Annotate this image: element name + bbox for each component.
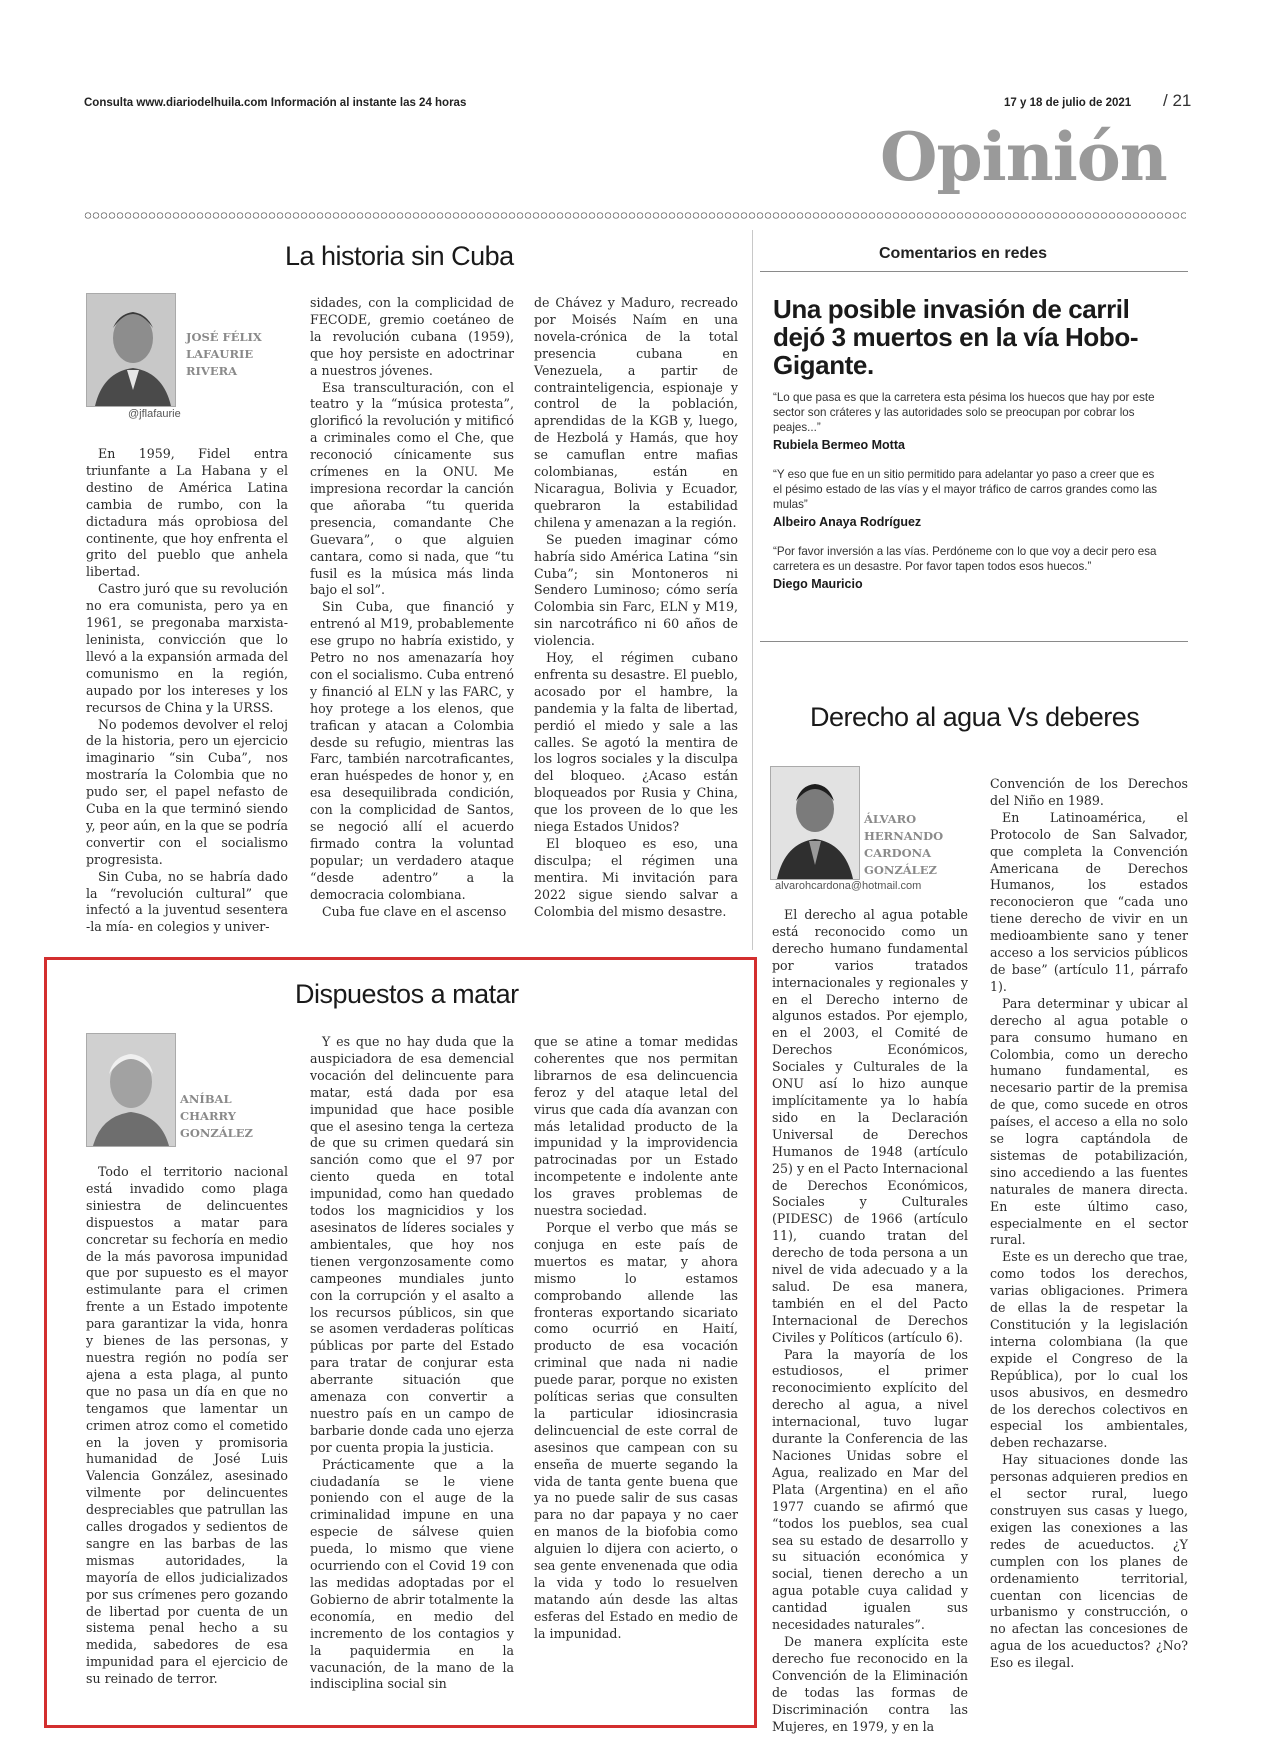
author-portrait-image bbox=[771, 767, 859, 879]
site-tagline: Consulta www.diariodelhuila.com Información al instante las 24 horas bbox=[84, 97, 467, 109]
paragraph: Hay situaciones donde las personas adquieren predios en el sector rural, luego construyen sus casas y luego, exigen las conexiones a las redes de acueductos. ¿Y cumplen con los planes de ordenamiento territorial, cuentan con licencias de urbanismo y construcción, o no afectan las concesiones de agua de los acueductos? ¿No? Eso es ilegal. bbox=[990, 1452, 1188, 1671]
paragraph: Castro juró que su revolución no era comunista, pero ya en 1961, se pregonaba marxista-leninista, convicción que lo llevó a la expansión armada del comunismo en la región, aupado por los intereses y los recursos de China y la URSS. bbox=[86, 581, 288, 715]
paragraph: El derecho al agua potable está reconocido como un derecho humano fundamental por varios tratados internacionales y regionales y en el Derecho interno de algunos estados. Por ejemplo, en el 2003, el Comité de Derechos Económicos, Sociales y Culturales de la ONU así lo hizo aunque implícitamente ya lo había sido en la Declaración Universal de Derechos Humanos de 1948 (artículo 25) y en el Pacto Internacional de Derechos Económicos, Sociales y Culturales (PIDESC) de 1966 (artículo 11), cuando tratan del derecho de toda persona a un nivel de vida adecuado y a la salud. De esa manera, también en el del Pacto Internacional de Derechos Civiles y Políticos (artículo 6). bbox=[772, 907, 968, 1345]
paragraph: Hoy, el régimen cubano enfrenta su desastre. El pueblo, acosado por el hambre, la pandemia y la falta de libertad, perdió el miedo y sale a las calles. Se agotó la mentira de los logros sociales y la disculpa del bloqueo. ¿Acaso están bloqueados por Rusia y China, que los proveen de lo que les niega Estados Unidos? bbox=[534, 650, 738, 835]
section-title: Opinión bbox=[880, 118, 1167, 196]
paragraph: Todo el territorio nacional está invadido como plaga siniestra de delincuentes dispuestos a matar para concretar su fechoría en medio de la más pavorosa impunidad que por supuesto es el mayor estimulante para el crimen frente a un Estado impotente para garantizar la vida, honra y bienes de las personas, y nuestra región no podía ser ajena a esta plaga, al punto que no pasa un día en que no tengamos que lamentar un crimen atroz como el cometido en la joven y promisoria humanidad de José Luis Valencia González, asesinado vilmente por delincuentes despreciables que patrullan las calles drogados y sedientos de sangre en las barbas de las mismas autoridades, la mayoría de ellos judicializados por sus crímenes pero gozando de libertad por cuenta de un sistema penal hecho a su medida, sabedores de esa impunidad para el ejercicio de su reinado de terror. bbox=[86, 1164, 288, 1687]
comment-item bbox=[773, 390, 1165, 452]
author-photo bbox=[86, 293, 176, 407]
comment-author: Albeiro Anaya Rodríguez bbox=[773, 515, 922, 529]
comment-item bbox=[773, 467, 1165, 529]
paragraph: Prácticamente que a la ciudadanía se le viene poniendo con el auge de la criminalidad impune en una especie de sálvese quien pueda, lo mismo que viene ocurriendo con el Covid 19 con las medidas adoptadas por el Gobierno de abrir totalmente la economía, en medio del incremento de los contagios y la paquidermia en la vacunación, de la mano de la indisciplina social sin bbox=[310, 1456, 514, 1692]
author-portrait-image bbox=[87, 294, 175, 406]
comment-author: Rubiela Bermeo Motta bbox=[773, 438, 905, 452]
author-photo bbox=[86, 1033, 176, 1147]
article-column-3 bbox=[534, 295, 738, 921]
paragraph: Porque el verbo que más se conjuga en este país de muertos es matar, y ahora mismo lo estamos comprobando allende las fronteras exportando sicariato como ocurrió en Haití, producto de esa vocación criminal que nada ni nadie puede parar, porque no existen políticas serias que consulten la particular idiosincrasia delincuencial de este corral de asesinos que campean con su enseña de muerte segando la vida de tanta gente buena que ya no puede salir de sus casas para no dar papaya y no caer en manos de la biofobia como alguien lo dijera con acierto, o sea gente envenenada que odia la vida y todo lo resuelven matando aún desde las altas esferas del Estado en medio de la impunidad. bbox=[534, 1219, 738, 1641]
comment-item bbox=[773, 544, 1165, 591]
paragraph: De manera explícita este derecho fue reconocido en la Convención de la Eliminación de todas las formas de Discriminación contra las Mujeres, en 1979, y en la bbox=[772, 1633, 968, 1734]
paragraph: Esa transculturación, con el teatro y la “música protesta”, glorificó la revolución y mitificó a criminales como el Che, que reconoció cínicamente sus crímenes en la ONU. Me impresiona recordar la canción que añoraba “tu querida presencia, comandante Che Guevara”, o que alguien cantara, como si nada, que “tu fusil es la música más linda bajo el sol”. bbox=[310, 379, 514, 598]
article-column-1 bbox=[772, 907, 968, 1735]
author-name: ANÍBAL CHARRY GONZÁLEZ bbox=[180, 1092, 253, 1140]
comment-list bbox=[773, 390, 1165, 591]
paragraph: En 1959, Fidel entra triunfante a La Habana y el destino de América Latina cambia de rumbo, con la dictadura más oprobiosa del continente, que hoy enfrenta el grito del pueblo que anhela libertad. bbox=[86, 446, 288, 580]
paragraph: Para determinar y ubicar al derecho al agua potable o para consumo humano en Colombia, como un derecho humano fundamental, es necesario partir de la premisa de que, como sucede en otros países, el acceso a ella no solo se logra captándola de sistemas de potabilización, sino accediendo a las fuentes naturales de manera directa. En este último caso, especialmente en el sector rural. bbox=[990, 995, 1188, 1248]
page-number: / 21 bbox=[1163, 91, 1192, 110]
paragraph: Para la mayoría de los estudiosos, el primer reconocimiento explícito del derecho al agua, a nivel internacional, tuvo lugar durante la Conferencia de las Naciones Unidas sobre el Agua, realizado en Mar del Plata (Argentina) en el año 1977 cuando se afirmó que “todos los pueblos, sea cual sea su estado de desarrollo y su situación económica y social, tienen derecho a un agua potable cuya calidad y cantidad igualen sus necesidades naturales”. bbox=[772, 1346, 968, 1633]
paragraph: Sin Cuba, que financió y entrenó al M19, probablemente ese grupo no habría existido, y Petro no nos amenazaría hoy con el socialismo. Cuba entrenó y financió al ELN y las FARC, y hoy protege a los elenos, que trafican y atacan a Colombia desde su refugio, mientras las Farc, también narcotraficantes, eran huéspedes de honor y, en esa desequilibrada condición, con la complicidad de Santos, se negoció allí el acuerdo firmado contra la voluntad popular; un verdadero ataque “desde adentro” a la democracia colombiana. bbox=[310, 599, 514, 902]
paragraph: Convención de los Derechos del Niño en 1989. bbox=[990, 776, 1188, 808]
article-column-3 bbox=[534, 1034, 738, 1643]
comments-top-rule bbox=[760, 271, 1188, 272]
comments-headline: Una posible invasión de carril dejó 3 muertos en la vía Hobo-Gigante. bbox=[773, 294, 1139, 380]
author-photo bbox=[770, 766, 860, 880]
column-divider bbox=[752, 230, 753, 950]
article-column-1 bbox=[86, 1164, 288, 1688]
comment-text: “Por favor inversión a las vías. Perdóneme con lo que voy a decir pero esa carretera es un desastre. Por favor tapen todos esos huecos.” bbox=[773, 545, 1157, 573]
comments-bottom-rule bbox=[760, 641, 1188, 642]
issue-date: 17 y 18 de julio de 2021 bbox=[1004, 97, 1132, 109]
author-portrait-image bbox=[87, 1034, 175, 1146]
paragraph: Este es un derecho que trae, como todos los derechos, varias obligaciones. Primera de ellas la de respetar la Constitución y la legislación interna colombiana (la que expide el Congreso de la República), por lo cual los usos abusivos, en desmedro de los derechos colectivos en especial los ambientales, deben rechazarse. bbox=[990, 1249, 1188, 1451]
author-handle: @jflafaurie bbox=[128, 408, 181, 420]
paragraph: Y es que no hay duda que la auspiciadora de esa demencial vocación del delincuente para matar, está dada por esa impunidad que hace posible que el asesino tenga la certeza de que su crimen quedará sin sanción como que el 97 por ciento queda en total impunidad, como han quedado todos los magnicidios y los asesinatos de líderes sociales y ambientales, que hoy nos tienen vergonzosamente como campeones mundiales junto con la corrupción y el asalto a los recursos públicos, sin que se asomen verdaderas políticas públicas por parte del Estado para tratar de conjurar esta aberrante situación que amenaza con convertir a nuestro país en un campo de barbarie donde cada uno ejerza por cuenta propia la justicia. bbox=[310, 1034, 514, 1455]
paragraph: Se pueden imaginar cómo habría sido América Latina “sin Cuba”; sin Montoneros ni Sendero Luminoso; cómo sería Colombia sin Farc, ELN y M19, sin narcotráfico ni 60 años de violencia. bbox=[534, 531, 738, 649]
article-column-1 bbox=[86, 446, 288, 936]
paragraph: Cuba fue clave en el ascenso bbox=[322, 903, 507, 919]
author-name: ÁLVARO HERNANDO CARDONA GONZÁLEZ bbox=[864, 812, 944, 877]
article-column-2 bbox=[990, 776, 1188, 1672]
comment-author: Diego Mauricio bbox=[773, 577, 863, 591]
article-title: Dispuestos a matar bbox=[295, 979, 519, 1009]
article-column-2 bbox=[310, 295, 514, 921]
article-title: La historia sin Cuba bbox=[285, 241, 514, 271]
comment-text: “Lo que pasa es que la carretera esta pésima los huecos que hay por este sector son cráteres y las autoridades solo se preocupan por cobrar los peajes...” bbox=[773, 391, 1155, 434]
paragraph: de Chávez y Maduro, recreado por Moisés Naím en una novela-crónica de la total presencia cubana en Venezuela, a partir de contrainteligencia, espionaje y control de la población, aprendidas de la KGB y, luego, de Hezbolá y Hamás, que hoy se camuflan entre mafias colombianas, están en Nicaragua, Bolivia y Ecuador, quebraron la estabilidad chilena y amenazan a la región. bbox=[534, 295, 738, 530]
comments-heading: Comentarios en redes bbox=[879, 245, 1048, 262]
comment-text: “Y eso que fue en un sitio permitido para adelantar yo paso a creer que es el pésimo estado de las vías y el mayor tráfico de carros grandes como las mulas” bbox=[773, 468, 1158, 511]
paragraph: En Latinoamérica, el Protocolo de San Salvador, que completa la Convención Americana de Derechos Humanos, los estados reconocieron que “cada uno tiene derecho de vivir en un medioambiente sano y tener acceso a los servicios públicos de base” (artículo 11, párrafo 1). bbox=[990, 809, 1188, 994]
article-title: Derecho al agua Vs deberes bbox=[810, 702, 1140, 732]
author-email: alvarohcardona@hotmail.com bbox=[775, 880, 922, 892]
paragraph: No podemos devolver el reloj de la historia, pero un ejercicio imaginario “sin Cuba”, nos mostraría la Colombia que no pudo ser, el papel nefasto de Cuba en la que terminó siendo y, peor aún, en la que se podría convertir con el socialismo progresista. bbox=[86, 716, 288, 867]
author-name: JOSÉ FÉLIX LAFAURIE RIVERA bbox=[186, 330, 262, 378]
article-column-2 bbox=[310, 1034, 514, 1693]
paragraph: que se atine a tomar medidas coherentes que nos permitan librarnos de esa delincuencia feroz y del ataque letal del virus que cada día avanzan con más letalidad producto de la impunidad y la improvidencia patrocinadas por un Estado incompetente e indolente ante los graves problemas de nuestra sociedad. bbox=[534, 1034, 738, 1219]
paragraph: sidades, con la complicidad de FECODE, gremio coetáneo de la revolución cubana (1959), que hoy persiste en adoctrinar a nuestros jóvenes. bbox=[310, 295, 514, 378]
paragraph: El bloqueo es eso, una disculpa; el régimen una mentira. Mi invitación para 2022 sigue siendo salvar a Colombia del mismo desastre. bbox=[534, 836, 738, 919]
header-divider bbox=[84, 211, 1186, 220]
paragraph: Sin Cuba, no se habría dado la “revolución cultural” que infectó a la juventud sesentera -la mía- en colegios y univer- bbox=[86, 868, 288, 935]
